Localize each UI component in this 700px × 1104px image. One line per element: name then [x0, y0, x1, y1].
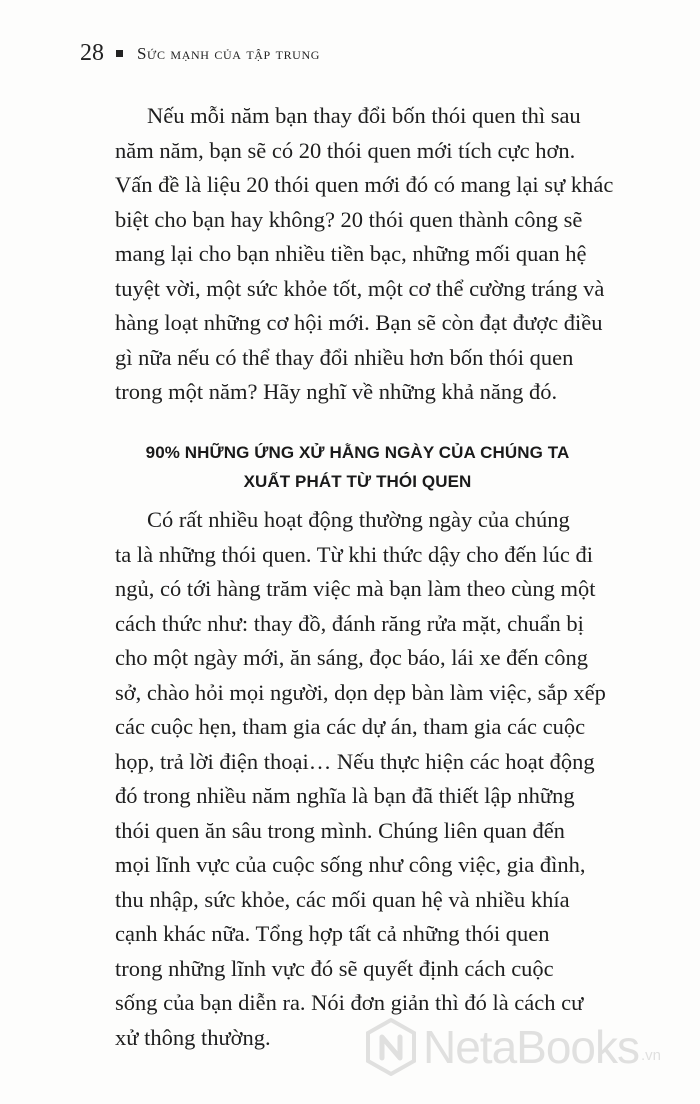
netabooks-watermark — [365, 1018, 661, 1076]
section-heading-line: XUẤT PHÁT TỪ THÓI QUEN — [243, 472, 472, 491]
text-line: xử thông thường. — [115, 1024, 271, 1050]
n-hexagon-logo-icon — [365, 1018, 417, 1076]
book-title: Sức mạnh của tập trung — [137, 43, 320, 63]
text-line: tuyệt vời, một sức khỏe tốt, một cơ thể cường tráng và — [115, 275, 605, 301]
text-line: Có rất nhiều hoạt động thường ngày của chúng — [147, 507, 570, 532]
square-bullet-icon — [116, 50, 123, 57]
text-line: thói quen ăn sâu trong mình. Chúng liên quan đến — [115, 817, 565, 843]
page-number: 28 — [80, 40, 104, 66]
section-heading — [115, 438, 600, 496]
section-heading-line: 90% NHỮNG ỨNG XỬ HẰNG NGÀY CỦA CHÚNG TA — [145, 443, 570, 462]
text-line: hàng loạt những cơ hội mới. Bạn sẽ còn đạt được điều — [115, 310, 603, 335]
watermark-brand: NetaBooks — [423, 1021, 640, 1073]
text-line: ngủ, có tới hàng trăm việc mà bạn làm theo cùng một — [115, 576, 596, 601]
running-header — [80, 40, 320, 67]
text-line: sống của bạn diễn ra. Nói đơn giản thì đó là cách cư — [115, 990, 584, 1015]
text-line: trong những lĩnh vực đó sẽ quyết định cách cuộc — [115, 955, 554, 981]
text-line: thu nhập, sức khỏe, các mối quan hệ và nhiều khía — [115, 886, 570, 912]
text-line: đó trong nhiều năm nghĩa là bạn đã thiết lập những — [115, 783, 575, 808]
text-line: năm năm, bạn sẽ có 20 thói quen mới tích cực hơn. — [115, 137, 576, 163]
text-line: mọi lĩnh vực của cuộc sống như công việc, gia đình, — [115, 852, 586, 877]
text-line: cách thức như: thay đồ, đánh răng rửa mặt, chuẩn bị — [115, 610, 584, 636]
paragraph-2 — [115, 503, 606, 1055]
text-line: trong một năm? Hãy nghĩ về những khả năng đó. — [115, 379, 558, 404]
text-line: sở, chào hỏi mọi người, dọn dẹp bàn làm việc, sắp xếp — [115, 679, 606, 705]
text-line: Nếu mỗi năm bạn thay đổi bốn thói quen thì sau — [147, 103, 581, 128]
text-line: ta là những thói quen. Từ khi thức dậy cho đến lúc đi — [115, 541, 593, 567]
watermark-suffix: .vn — [641, 1047, 662, 1064]
text-line: cho một ngày mới, ăn sáng, đọc báo, lái xe đến công — [115, 645, 589, 670]
paragraph-1 — [115, 99, 614, 410]
text-line: gì nữa nếu có thể thay đổi nhiều hơn bốn thói quen — [115, 344, 574, 370]
text-line: mang lại cho bạn nhiều tiền bạc, những mối quan hệ — [115, 241, 587, 266]
text-line: các cuộc hẹn, tham gia các dự án, tham gia các cuộc — [115, 714, 586, 739]
text-line: biệt cho bạn hay không? 20 thói quen thành công sẽ — [115, 206, 583, 232]
text-line: họp, trả lời điện thoại… Nếu thực hiện các hoạt động — [115, 748, 595, 774]
text-line: Vấn đề là liệu 20 thói quen mới đó có mang lại sự khác — [115, 172, 614, 197]
text-line: cạnh khác nữa. Tổng hợp tất cả những thói quen — [115, 921, 550, 946]
